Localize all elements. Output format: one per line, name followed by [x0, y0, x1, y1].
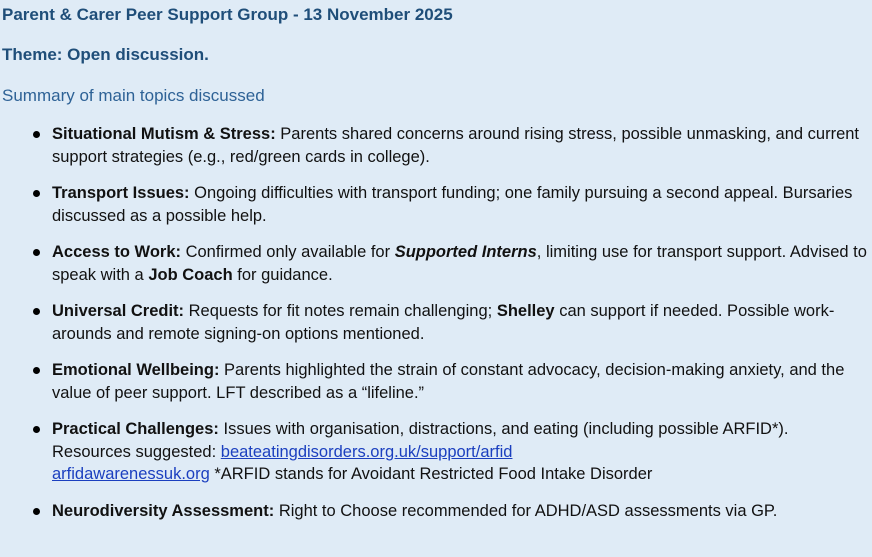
topic-text: Issues with organisation, distractions, and eating (including possible ARFID*). Resources suggested:: [52, 420, 789, 461]
topic-label: Transport Issues:: [52, 184, 190, 202]
topic-text: for guidance.: [232, 265, 333, 284]
list-item: [2, 182, 868, 227]
summary-heading: Summary of main topics discussed: [2, 86, 265, 105]
list-item: [2, 359, 868, 404]
topic-label: Emotional Wellbeing:: [52, 361, 220, 379]
beat-arfid-link[interactable]: beateatingdisorders.org.uk/support/arfid: [220, 442, 513, 461]
topic-text: can support if needed. Possible work-arounds and remote signing-on options mentioned.: [52, 302, 835, 343]
topic-text: Ongoing difficulties with transport funding; one family pursuing a second appeal. Bursaries discussed as a possible help.: [52, 184, 853, 225]
topics-list: [2, 123, 868, 536]
theme-heading: Theme: Open discussion.: [2, 45, 209, 64]
arfid-awareness-link[interactable]: arfidawarenessuk.org: [52, 465, 210, 483]
topic-text: Right to Choose recommended for ADHD/ASD assessments via GP.: [274, 501, 778, 520]
page-title: Parent & Carer Peer Support Group - 13 November 2025: [2, 5, 453, 24]
list-item: [2, 500, 868, 523]
topic-text: , limiting use for transport support. Advised to speak with a: [52, 243, 867, 284]
topic-text: Parents highlighted the strain of constant advocacy, decision-making anxiety, and the value of peer support. LFT described as a “lifeline.”: [52, 361, 845, 402]
topic-strong: Shelley: [496, 302, 555, 320]
topic-label: Practical Challenges:: [52, 420, 219, 438]
topic-label: Access to Work:: [52, 243, 181, 261]
list-item: [2, 123, 868, 168]
topic-label: Neurodiversity Assessment:: [52, 501, 275, 520]
list-item: [2, 241, 868, 286]
topic-text: *ARFID stands for Avoidant Restricted Food Intake Disorder: [209, 465, 653, 483]
topic-label: Situational Mutism & Stress:: [52, 125, 276, 143]
list-item: [2, 418, 868, 486]
topic-label: Universal Credit:: [52, 302, 185, 320]
topic-text: Parents shared concerns around rising stress, possible unmasking, and current support strategies (e.g., red/green cards in college).: [52, 125, 860, 166]
topic-text: Confirmed only available for: [181, 243, 395, 261]
topic-emphasis: Supported Interns: [394, 243, 537, 261]
topic-text: Requests for fit notes remain challenging;: [184, 302, 497, 320]
topic-strong: Job Coach: [148, 265, 233, 284]
list-item: [2, 300, 868, 345]
